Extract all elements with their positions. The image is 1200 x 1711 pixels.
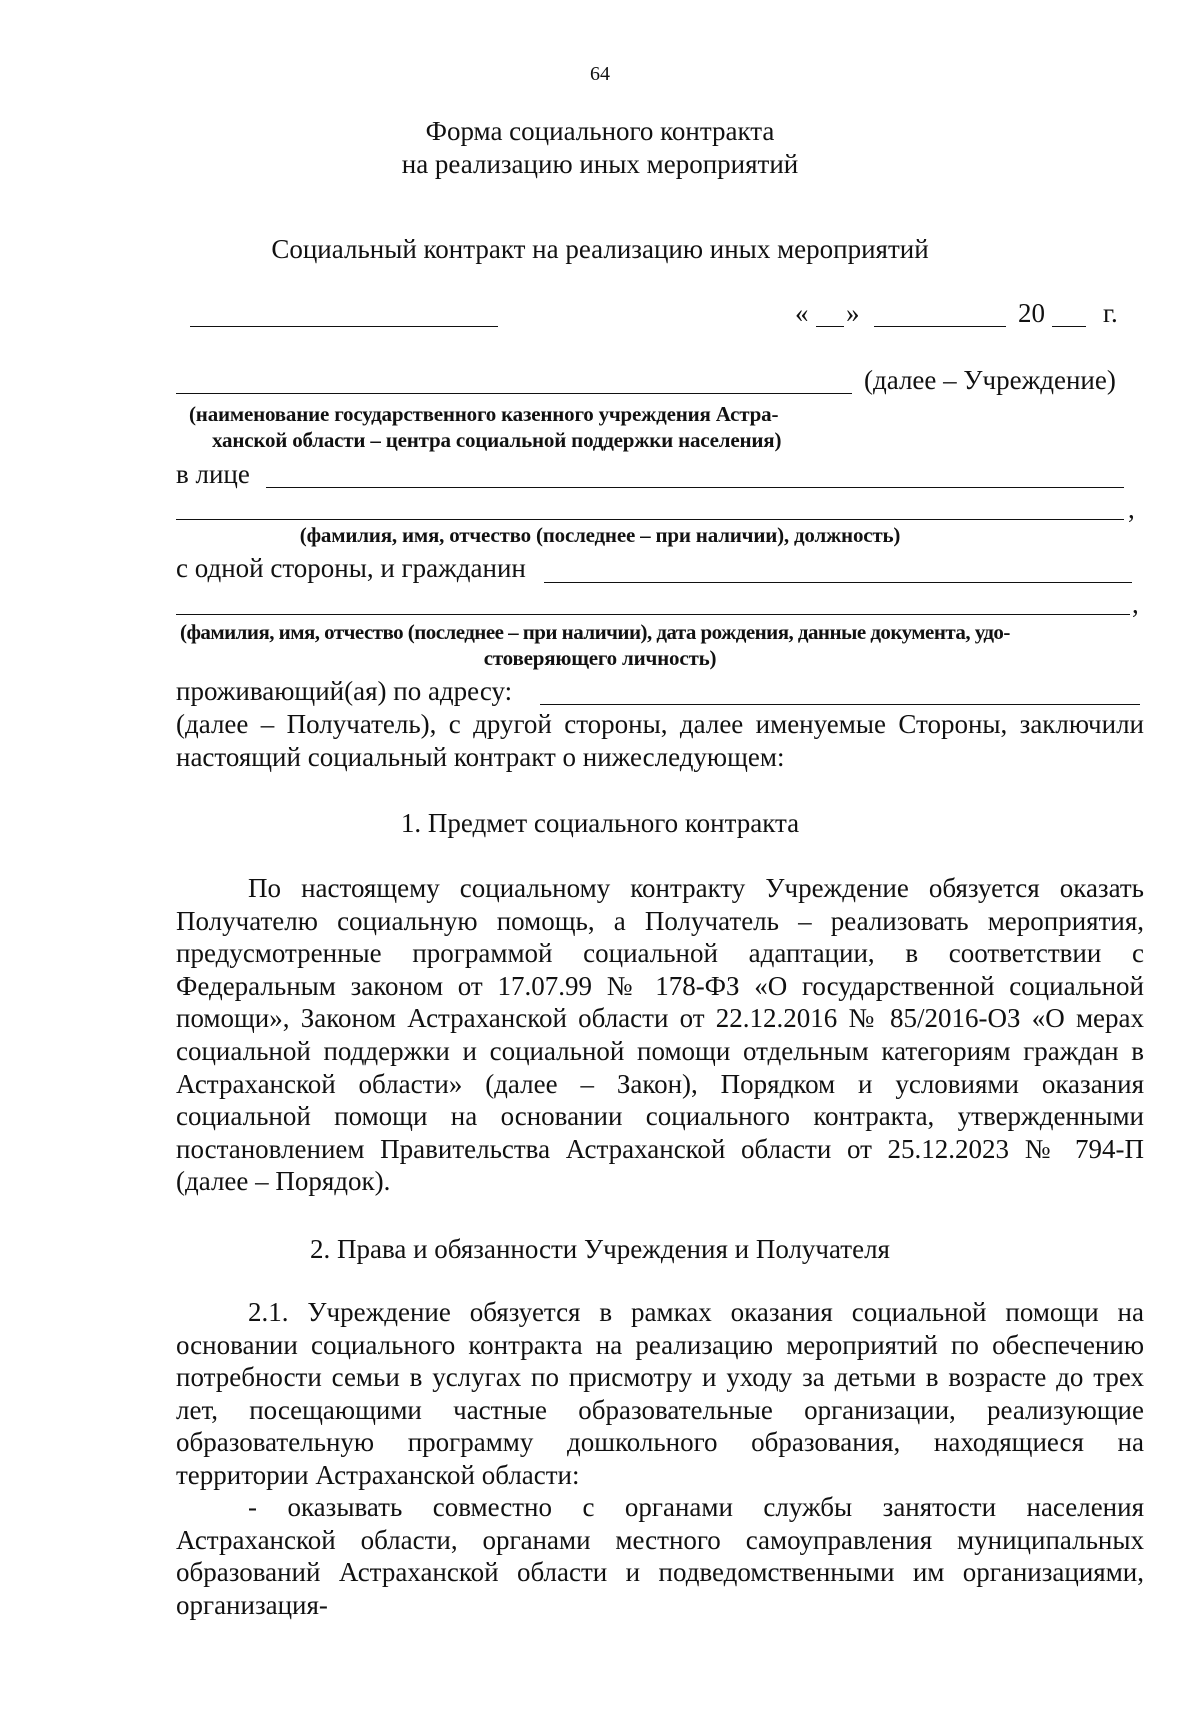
page-number: 64	[590, 63, 610, 85]
address-blank-line	[540, 704, 1140, 705]
section-1-paragraph	[176, 872, 1144, 1198]
section-2-1-bullet-1-text: - оказывать совместно с органами службы занятости населения Астраханской области, органами местного самоуправления муниципальных образований Астраханской области и подведомственными им организациями, организация-	[176, 1492, 1144, 1620]
contract-title: Социальный контракт на реализацию иных мероприятий	[271, 234, 929, 264]
section-2-1-bullet-1	[176, 1491, 1144, 1621]
citizen-caption-line-2: стоверяющего личность)	[483, 646, 717, 670]
date-day-blank	[816, 326, 844, 327]
form-title-line-1: Форма социального контракта	[425, 116, 775, 146]
citizen-blank-line	[544, 582, 1132, 583]
date-year-suffix: г.	[1103, 298, 1118, 328]
citizen-caption-line-1: (фамилия, имя, отчество (последнее – при наличии), дата рождения, данные документа, удо-	[180, 620, 1010, 644]
date-close-quote: »	[846, 298, 860, 328]
citizen-label: с одной стороны, и гражданин	[176, 553, 526, 583]
section-1-heading: 1. Предмет социального контракта	[400, 808, 800, 838]
intro-paragraph-text: (далее – Получатель), с другой стороны, далее именуемые Стороны, заключили настоящий социальный контракт о нижеследующем:	[176, 709, 1144, 772]
in-person-blank-line	[266, 487, 1124, 488]
section-2-heading: 2. Права и обязанности Учреждения и Получателя	[310, 1234, 890, 1264]
citizen-details-blank-line	[176, 614, 1130, 615]
person-line-comma: ,	[1128, 494, 1135, 524]
institution-blank-line	[176, 393, 852, 394]
form-title-line-2: на реализацию иных мероприятий	[401, 149, 799, 179]
date-year-blank	[1052, 326, 1086, 327]
section-2-1-paragraph-text: 2.1. Учреждение обязуется в рамках оказания социальной помощи на основании социального контракта на реализацию мероприятий по обеспечению потребности семьи в услугах по присмотру и уходу за детьми в возрасте до трех лет, посещающими частные образовательные организации, реализующие образовательную программу дошкольного образования, находящиеся на территории Астраханской области:	[176, 1297, 1144, 1490]
institution-after-text: (далее – Учреждение)	[864, 365, 1116, 395]
in-person-label: в лице	[176, 459, 250, 489]
section-2-1-paragraph	[176, 1296, 1144, 1492]
address-label: проживающий(ая) по адресу:	[176, 676, 513, 706]
date-month-blank	[874, 326, 1006, 327]
date-open-quote: «	[795, 298, 809, 328]
person-blank-line	[176, 519, 1124, 520]
institution-caption-line-1: (наименование государственного казенного учреждения Астра-	[189, 402, 779, 426]
citizen-line-comma: ,	[1132, 589, 1139, 619]
place-blank-line	[190, 326, 498, 327]
date-year-prefix: 20	[1018, 298, 1045, 328]
section-1-paragraph-text: По настоящему социальному контракту Учреждение обязуется оказать Получателю социальную помощь, а Получатель – реализовать мероприятия, предусмотренные программой социальной адаптации, в соответствии с Федеральным законом от 17.07.99 № 178-ФЗ «О государственной социальной помощи», Законом Астраханской области от 22.12.2016 № 85/2016-ОЗ «О мерах социальной поддержки и социальной помощи отдельным категориям граждан в Астраханской области» (далее – Закон), Порядком и условиями оказания социальной помощи на основании социального контракта, утвержденными постановлением Правительства Астраханской области от 25.12.2023 № 794-П (далее – Порядок).	[176, 873, 1144, 1197]
person-caption: (фамилия, имя, отчество (последнее – при наличии), должность)	[299, 523, 901, 547]
intro-paragraph	[176, 708, 1144, 773]
institution-caption-line-2: ханской области – центра социальной поддержки населения)	[212, 428, 782, 452]
